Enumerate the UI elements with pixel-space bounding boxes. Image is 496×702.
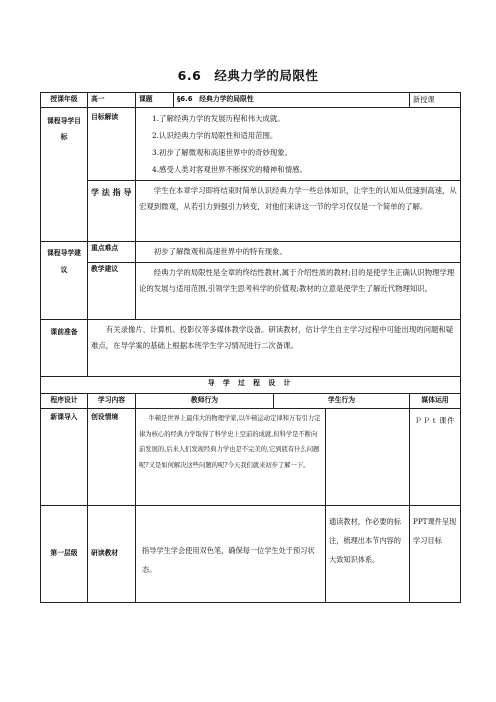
column-header: 程序设计 (41, 394, 88, 409)
content-cell: 创设情境 (88, 409, 136, 506)
design-columns-row (41, 394, 461, 409)
key-label: 重点难点 (88, 242, 136, 263)
topic-value: §6.6 经典力学的局限性 (174, 93, 410, 108)
teach-text: 经典力学的局限性是全章的终结性教材,属于介绍性质的教材;目的是使学生正确认识物理学理论的发展与适用范围,引领学生思考科学的价值观;教材的立意是使学生了解近代物理知识。 (136, 263, 461, 320)
grade-label: 授课年级 (41, 93, 88, 108)
teacher-cell: 指导学生学会使用双色笔，确保每一位学生处于预习状态。 (136, 506, 326, 603)
goal-item: 2.认识经典力学的局限性和适用范围。 (152, 131, 278, 141)
method-row (41, 181, 461, 242)
lesson-plan-table (40, 92, 461, 603)
method-text: 学生在本章学习即将结束时简单认识经典力学一些总体知识，让学生的认知从低速到高速，从宏观到微观，从若引力到强引力转变，对他们来讲这一节的学习仅仅是一个简单的了解。 (136, 181, 461, 242)
step-cell: 第一层级 (41, 506, 88, 603)
goals-list (136, 108, 461, 181)
method-label: 学 法 指 导 (88, 181, 136, 242)
table-row (41, 506, 461, 603)
goal-item: 3.初步了解微观和高速世界中的奇妙现象。 (152, 148, 293, 158)
document-title: 6.6 经典力学的局限性 (177, 68, 319, 83)
column-header: 媒体运用 (410, 394, 461, 409)
media-cell: PPT课件呈现学习目标 (410, 506, 461, 603)
column-header: 学习内容 (88, 394, 136, 409)
key-text: 初步了解微观和高速世界中的特有现象。 (136, 242, 461, 263)
goals-row (41, 108, 461, 181)
column-header: 教师行为 (136, 394, 274, 409)
design-header: 导 学 过 程 设 计 (41, 377, 461, 394)
type-value: 新授课 (410, 93, 461, 108)
goals-section-label: 课程导学目标 (41, 108, 88, 242)
content-cell: 研读教材 (88, 506, 136, 603)
advice-section-label: 课程导学建议 (41, 242, 88, 320)
goals-sub-label: 目标解读 (88, 108, 136, 181)
step-cell: 新课导入 (41, 409, 88, 506)
student-cell: 通读教材，作必要的标注，梳理出本节内容的大致知识体系。 (326, 506, 410, 603)
prep-row (41, 320, 461, 377)
teach-row (41, 263, 461, 320)
prep-label: 课前准备 (41, 320, 88, 377)
media-cell: ＰＰｔ课件 (410, 409, 461, 506)
header-row (41, 93, 461, 108)
column-header: 学生行为 (274, 394, 410, 409)
key-row (41, 242, 461, 263)
teach-label: 教学建议 (88, 263, 136, 320)
grade-value: 高一 (88, 93, 136, 108)
goal-item: 4.感受人类对客观世界不断探究的精神和情感。 (152, 165, 307, 175)
design-header-row (41, 377, 461, 394)
goal-item: 1.了解经典力学的发展历程和伟大成就。 (152, 114, 285, 124)
prep-text: 有关录像片、计算机、投影仪等多媒体教学设备。研读教材，估计学生自主学习过程中可能出现的问题和疑难点，在导学案的基础上根据本班学生学习情况进行二次备课。 (88, 320, 461, 377)
teacher-cell: 牛顿是世界上最伟大的物理学家,以牛顿运动定律和万有引力定律为核心的经典力学取得了科学史上空前的成就,但科学是不断向前发展的,后来人们发现经典力学也是不完美的,它到底有什么问题呢?又是如何解决这些问题的呢?今天我们就来初步了解一下。 (136, 409, 326, 506)
table-row (41, 409, 461, 506)
student-cell (326, 409, 410, 506)
topic-label: 课题 (136, 93, 174, 108)
